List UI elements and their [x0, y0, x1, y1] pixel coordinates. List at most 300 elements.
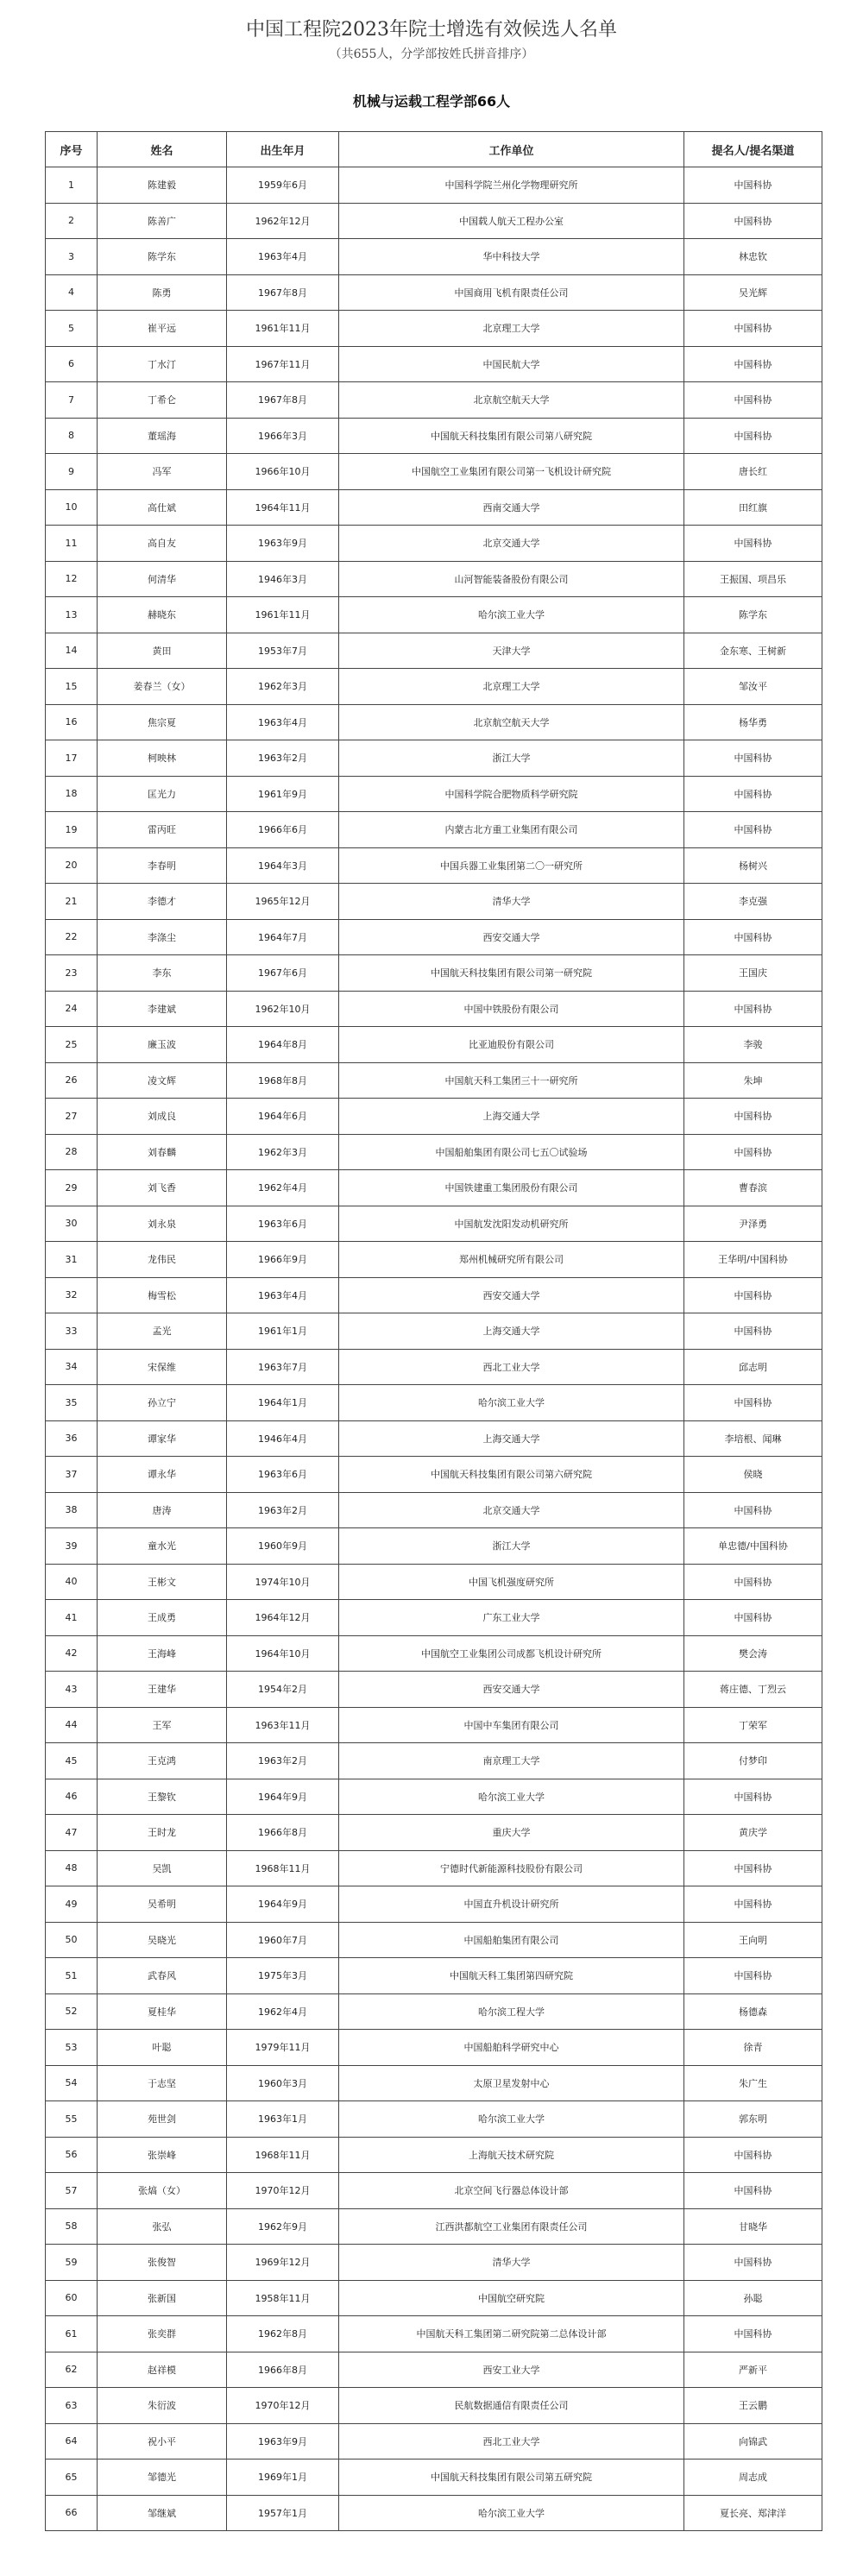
cell-employer: 中国航空工业集团有限公司第一飞机设计研究院	[339, 454, 684, 490]
cell-employer: 太原卫星发射中心	[339, 2065, 684, 2101]
cell-index: 5	[46, 311, 98, 347]
cell-employer: 北京交通大学	[339, 1492, 684, 1528]
cell-nominator: 单忠德/中国科协	[684, 1528, 822, 1565]
cell-index: 58	[46, 2208, 98, 2245]
cell-name: 廉玉波	[98, 1027, 227, 1063]
cell-employer: 中国直升机设计研究所	[339, 1886, 684, 1923]
cell-nominator: 邹汝平	[684, 669, 822, 705]
table-row	[46, 2316, 822, 2352]
cell-employer: 山河智能装备股份有限公司	[339, 561, 684, 597]
cell-name: 梅雪松	[98, 1277, 227, 1313]
cell-birth-date: 1965年12月	[227, 884, 339, 920]
cell-employer: 浙江大学	[339, 1528, 684, 1565]
cell-index: 9	[46, 454, 98, 490]
cell-birth-date: 1969年1月	[227, 2459, 339, 2496]
table-row	[46, 884, 822, 920]
cell-name: 武春风	[98, 1958, 227, 1994]
cell-name: 王军	[98, 1707, 227, 1743]
cell-nominator: 中国科协	[684, 1134, 822, 1170]
cell-birth-date: 1946年3月	[227, 561, 339, 597]
cell-birth-date: 1963年1月	[227, 2101, 339, 2138]
cell-nominator: 甘晓华	[684, 2208, 822, 2245]
cell-index: 41	[46, 1600, 98, 1636]
table-row	[46, 847, 822, 884]
cell-birth-date: 1961年9月	[227, 776, 339, 812]
table-row	[46, 1850, 822, 1886]
section-heading: 机械与运载工程学部66人	[352, 93, 511, 110]
cell-birth-date: 1967年11月	[227, 346, 339, 382]
table-row	[46, 1062, 822, 1099]
cell-nominator: 郭东明	[684, 2101, 822, 2138]
cell-birth-date: 1962年4月	[227, 1993, 339, 2030]
table-row	[46, 1672, 822, 1708]
cell-employer: 北京交通大学	[339, 526, 684, 562]
table-row	[46, 1420, 822, 1457]
cell-birth-date: 1963年6月	[227, 1206, 339, 1242]
cell-index: 14	[46, 633, 98, 669]
cell-name: 陈学东	[98, 239, 227, 275]
cell-nominator: 王华明/中国科协	[684, 1242, 822, 1278]
cell-nominator: 中国科协	[684, 346, 822, 382]
cell-name: 王彬文	[98, 1564, 227, 1600]
cell-name: 吴希明	[98, 1886, 227, 1923]
table-row	[46, 669, 822, 705]
cell-birth-date: 1960年3月	[227, 2065, 339, 2101]
cell-employer: 哈尔滨工业大学	[339, 2495, 684, 2531]
cell-name: 朱衍波	[98, 2388, 227, 2424]
cell-birth-date: 1946年4月	[227, 1420, 339, 1457]
table-row	[46, 274, 822, 311]
cell-birth-date: 1957年1月	[227, 2495, 339, 2531]
cell-index: 62	[46, 2352, 98, 2388]
cell-employer: 哈尔滨工业大学	[339, 1779, 684, 1815]
table-row	[46, 919, 822, 955]
column-header-birth: 出生年月	[227, 132, 339, 167]
cell-nominator: 金东寒、王树新	[684, 633, 822, 669]
cell-nominator: 中国科协	[684, 2245, 822, 2281]
cell-index: 54	[46, 2065, 98, 2101]
cell-name: 高自友	[98, 526, 227, 562]
table-row	[46, 167, 822, 204]
cell-index: 25	[46, 1027, 98, 1063]
table-row	[46, 1242, 822, 1278]
cell-name: 张崇峰	[98, 2137, 227, 2173]
cell-name: 唐涛	[98, 1492, 227, 1528]
cell-index: 28	[46, 1134, 98, 1170]
cell-index: 47	[46, 1815, 98, 1851]
cell-name: 于志坚	[98, 2065, 227, 2101]
cell-employer: 北京理工大学	[339, 311, 684, 347]
cell-name: 刘成良	[98, 1099, 227, 1135]
cell-index: 13	[46, 597, 98, 633]
cell-index: 60	[46, 2280, 98, 2316]
cell-index: 38	[46, 1492, 98, 1528]
cell-birth-date: 1963年11月	[227, 1707, 339, 1743]
table-row	[46, 2423, 822, 2459]
cell-birth-date: 1962年3月	[227, 1134, 339, 1170]
cell-nominator: 黄庆学	[684, 1815, 822, 1851]
cell-nominator: 李骏	[684, 1027, 822, 1063]
cell-employer: 民航数据通信有限责任公司	[339, 2388, 684, 2424]
cell-name: 邹德光	[98, 2459, 227, 2496]
table-row	[46, 1993, 822, 2030]
cell-nominator: 中国科协	[684, 812, 822, 848]
table-row	[46, 776, 822, 812]
table-row	[46, 2173, 822, 2209]
cell-nominator: 中国科协	[684, 311, 822, 347]
table-row	[46, 311, 822, 347]
cell-name: 邹继斌	[98, 2495, 227, 2531]
table-header-row	[46, 132, 822, 167]
cell-nominator: 付梦印	[684, 1743, 822, 1779]
cell-name: 王成勇	[98, 1600, 227, 1636]
cell-index: 56	[46, 2137, 98, 2173]
cell-nominator: 中国科协	[684, 167, 822, 204]
cell-nominator: 中国科协	[684, 1277, 822, 1313]
cell-index: 26	[46, 1062, 98, 1099]
table-row	[46, 2208, 822, 2245]
cell-index: 19	[46, 812, 98, 848]
table-row	[46, 991, 822, 1027]
cell-birth-date: 1958年11月	[227, 2280, 339, 2316]
cell-nominator: 中国科协	[684, 203, 822, 239]
cell-index: 45	[46, 1743, 98, 1779]
cell-name: 叶聪	[98, 2030, 227, 2066]
cell-nominator: 向锦武	[684, 2423, 822, 2459]
cell-birth-date: 1954年2月	[227, 1672, 339, 1708]
cell-employer: 宁德时代新能源科技股份有限公司	[339, 1850, 684, 1886]
cell-birth-date: 1964年6月	[227, 1099, 339, 1135]
cell-name: 陈建毅	[98, 167, 227, 204]
cell-nominator: 中国科协	[684, 2137, 822, 2173]
table-row	[46, 2495, 822, 2531]
table-row	[46, 955, 822, 992]
cell-nominator: 中国科协	[684, 1313, 822, 1350]
cell-name: 王时龙	[98, 1815, 227, 1851]
cell-name: 刘永泉	[98, 1206, 227, 1242]
cell-nominator: 曹春滨	[684, 1170, 822, 1206]
table-row	[46, 1886, 822, 1923]
cell-nominator: 王云鹏	[684, 2388, 822, 2424]
cell-nominator: 丁荣军	[684, 1707, 822, 1743]
cell-nominator: 陈学东	[684, 597, 822, 633]
cell-name: 宋保维	[98, 1349, 227, 1385]
cell-birth-date: 1962年8月	[227, 2316, 339, 2352]
cell-nominator: 中国科协	[684, 2173, 822, 2209]
table-row	[46, 1743, 822, 1779]
cell-index: 49	[46, 1886, 98, 1923]
cell-name: 崔平远	[98, 311, 227, 347]
candidate-table	[45, 131, 822, 2531]
cell-name: 陈勇	[98, 274, 227, 311]
cell-nominator: 樊会涛	[684, 1635, 822, 1672]
table-row	[46, 740, 822, 777]
table-row	[46, 346, 822, 382]
cell-index: 24	[46, 991, 98, 1027]
cell-name: 丁希仑	[98, 382, 227, 419]
cell-index: 12	[46, 561, 98, 597]
cell-employer: 清华大学	[339, 884, 684, 920]
cell-nominator: 中国科协	[684, 1099, 822, 1135]
cell-birth-date: 1959年6月	[227, 167, 339, 204]
cell-name: 王建华	[98, 1672, 227, 1708]
cell-name: 何清华	[98, 561, 227, 597]
cell-employer: 中国船舶科学研究中心	[339, 2030, 684, 2066]
cell-name: 李建斌	[98, 991, 227, 1027]
cell-nominator: 王向明	[684, 1922, 822, 1958]
table-row	[46, 1170, 822, 1206]
cell-index: 63	[46, 2388, 98, 2424]
cell-birth-date: 1963年4月	[227, 704, 339, 740]
cell-name: 李春明	[98, 847, 227, 884]
cell-name: 赵祥模	[98, 2352, 227, 2388]
cell-index: 11	[46, 526, 98, 562]
column-header-nominator: 提名人/提名渠道	[684, 132, 822, 167]
cell-birth-date: 1963年2月	[227, 1492, 339, 1528]
cell-nominator: 严新平	[684, 2352, 822, 2388]
cell-birth-date: 1964年9月	[227, 1779, 339, 1815]
cell-index: 3	[46, 239, 98, 275]
cell-birth-date: 1963年4月	[227, 1277, 339, 1313]
table-row	[46, 1815, 822, 1851]
cell-name: 陈善广	[98, 203, 227, 239]
cell-name: 匡光力	[98, 776, 227, 812]
cell-index: 51	[46, 1958, 98, 1994]
cell-index: 65	[46, 2459, 98, 2496]
document-subtitle: （共655人，分学部按姓氏拼音排序）	[329, 47, 534, 61]
cell-birth-date: 1964年8月	[227, 1027, 339, 1063]
cell-employer: 天津大学	[339, 633, 684, 669]
cell-employer: 中国商用飞机有限责任公司	[339, 274, 684, 311]
cell-employer: 上海交通大学	[339, 1313, 684, 1350]
cell-birth-date: 1960年9月	[227, 1528, 339, 1565]
cell-employer: 中国航空工业集团公司成都飞机设计研究所	[339, 1635, 684, 1672]
cell-index: 44	[46, 1707, 98, 1743]
cell-nominator: 中国科协	[684, 1886, 822, 1923]
cell-name: 李德才	[98, 884, 227, 920]
cell-employer: 哈尔滨工程大学	[339, 1993, 684, 2030]
cell-birth-date: 1969年12月	[227, 2245, 339, 2281]
cell-employer: 北京理工大学	[339, 669, 684, 705]
cell-index: 1	[46, 167, 98, 204]
cell-employer: 上海交通大学	[339, 1099, 684, 1135]
cell-index: 22	[46, 919, 98, 955]
cell-birth-date: 1967年8月	[227, 382, 339, 419]
cell-employer: 西安交通大学	[339, 1672, 684, 1708]
cell-employer: 中国科学院合肥物质科学研究院	[339, 776, 684, 812]
cell-employer: 中国铁建重工集团股份有限公司	[339, 1170, 684, 1206]
cell-birth-date: 1967年8月	[227, 274, 339, 311]
cell-employer: 华中科技大学	[339, 239, 684, 275]
cell-name: 凌文辉	[98, 1062, 227, 1099]
cell-employer: 内蒙古北方重工业集团有限公司	[339, 812, 684, 848]
cell-index: 48	[46, 1850, 98, 1886]
table-row	[46, 2388, 822, 2424]
cell-birth-date: 1962年4月	[227, 1170, 339, 1206]
table-row	[46, 1922, 822, 1958]
cell-nominator: 中国科协	[684, 1564, 822, 1600]
cell-index: 53	[46, 2030, 98, 2066]
cell-employer: 中国船舶集团有限公司七五〇试验场	[339, 1134, 684, 1170]
cell-index: 31	[46, 1242, 98, 1278]
cell-nominator: 中国科协	[684, 740, 822, 777]
table-row	[46, 1385, 822, 1421]
cell-birth-date: 1979年11月	[227, 2030, 339, 2066]
cell-nominator: 中国科协	[684, 382, 822, 419]
cell-name: 丁水汀	[98, 346, 227, 382]
table-row	[46, 1099, 822, 1135]
cell-index: 36	[46, 1420, 98, 1457]
table-row	[46, 1779, 822, 1815]
cell-index: 64	[46, 2423, 98, 2459]
cell-nominator: 中国科协	[684, 991, 822, 1027]
cell-index: 17	[46, 740, 98, 777]
cell-name: 王黎钦	[98, 1779, 227, 1815]
table-row	[46, 704, 822, 740]
cell-birth-date: 1968年11月	[227, 1850, 339, 1886]
cell-employer: 郑州机械研究所有限公司	[339, 1242, 684, 1278]
cell-nominator: 邱志明	[684, 1349, 822, 1385]
cell-birth-date: 1968年11月	[227, 2137, 339, 2173]
cell-nominator: 林忠钦	[684, 239, 822, 275]
cell-name: 王海峰	[98, 1635, 227, 1672]
cell-nominator: 中国科协	[684, 418, 822, 454]
cell-index: 30	[46, 1206, 98, 1242]
cell-employer: 哈尔滨工业大学	[339, 1385, 684, 1421]
cell-birth-date: 1966年8月	[227, 2352, 339, 2388]
cell-employer: 清华大学	[339, 2245, 684, 2281]
cell-index: 15	[46, 669, 98, 705]
cell-name: 高仕斌	[98, 489, 227, 526]
cell-index: 43	[46, 1672, 98, 1708]
cell-nominator: 李培根、闻琳	[684, 1420, 822, 1457]
cell-nominator: 中国科协	[684, 919, 822, 955]
cell-nominator: 李克强	[684, 884, 822, 920]
table-row	[46, 2245, 822, 2281]
cell-employer: 哈尔滨工业大学	[339, 597, 684, 633]
table-row	[46, 1277, 822, 1313]
cell-birth-date: 1964年11月	[227, 489, 339, 526]
table-row	[46, 2065, 822, 2101]
cell-employer: 中国航天科工集团第四研究院	[339, 1958, 684, 1994]
cell-index: 21	[46, 884, 98, 920]
cell-index: 52	[46, 1993, 98, 2030]
cell-birth-date: 1963年2月	[227, 740, 339, 777]
cell-index: 57	[46, 2173, 98, 2209]
cell-employer: 北京航空航天大学	[339, 382, 684, 419]
cell-nominator: 徐青	[684, 2030, 822, 2066]
cell-birth-date: 1975年3月	[227, 1958, 339, 1994]
cell-index: 8	[46, 418, 98, 454]
cell-nominator: 中国科协	[684, 1385, 822, 1421]
cell-employer: 西北工业大学	[339, 2423, 684, 2459]
table-row	[46, 1134, 822, 1170]
cell-birth-date: 1964年7月	[227, 919, 339, 955]
table-row	[46, 1206, 822, 1242]
table-row	[46, 1958, 822, 1994]
cell-birth-date: 1966年3月	[227, 418, 339, 454]
cell-nominator: 周志成	[684, 2459, 822, 2496]
cell-employer: 中国中车集团有限公司	[339, 1707, 684, 1743]
table-row	[46, 418, 822, 454]
cell-nominator: 孙聪	[684, 2280, 822, 2316]
table-row	[46, 2137, 822, 2173]
cell-name: 冯军	[98, 454, 227, 490]
cell-index: 18	[46, 776, 98, 812]
cell-birth-date: 1964年10月	[227, 1635, 339, 1672]
cell-name: 谭家华	[98, 1420, 227, 1457]
cell-birth-date: 1970年12月	[227, 2173, 339, 2209]
cell-index: 40	[46, 1564, 98, 1600]
column-header-index: 序号	[46, 132, 98, 167]
cell-birth-date: 1966年10月	[227, 454, 339, 490]
cell-name: 王克鸿	[98, 1743, 227, 1779]
cell-index: 6	[46, 346, 98, 382]
cell-name: 刘飞香	[98, 1170, 227, 1206]
cell-name: 李涤尘	[98, 919, 227, 955]
cell-index: 4	[46, 274, 98, 311]
cell-nominator: 夏长亮、郑津洋	[684, 2495, 822, 2531]
cell-nominator: 朱坤	[684, 1062, 822, 1099]
cell-employer: 中国航天科技集团有限公司第八研究院	[339, 418, 684, 454]
cell-name: 姜春兰（女）	[98, 669, 227, 705]
cell-employer: 南京理工大学	[339, 1743, 684, 1779]
cell-birth-date: 1967年6月	[227, 955, 339, 992]
cell-employer: 浙江大学	[339, 740, 684, 777]
table-row	[46, 1457, 822, 1493]
cell-name: 焦宗夏	[98, 704, 227, 740]
cell-index: 16	[46, 704, 98, 740]
cell-birth-date: 1966年8月	[227, 1815, 339, 1851]
cell-employer: 广东工业大学	[339, 1600, 684, 1636]
table-row	[46, 1027, 822, 1063]
table-row	[46, 203, 822, 239]
cell-birth-date: 1963年6月	[227, 1457, 339, 1493]
table-row	[46, 1528, 822, 1565]
cell-name: 李东	[98, 955, 227, 992]
cell-birth-date: 1964年3月	[227, 847, 339, 884]
cell-employer: 中国航发沈阳发动机研究所	[339, 1206, 684, 1242]
cell-index: 50	[46, 1922, 98, 1958]
table-row	[46, 2352, 822, 2388]
cell-employer: 江西洪都航空工业集团有限责任公司	[339, 2208, 684, 2245]
table-row	[46, 2459, 822, 2496]
cell-employer: 西安交通大学	[339, 919, 684, 955]
table-row	[46, 561, 822, 597]
cell-index: 23	[46, 955, 98, 992]
cell-employer: 重庆大学	[339, 1815, 684, 1851]
cell-employer: 北京空间飞行器总体设计部	[339, 2173, 684, 2209]
cell-birth-date: 1970年12月	[227, 2388, 339, 2424]
cell-employer: 中国航天科工集团三十一研究所	[339, 1062, 684, 1099]
table-row	[46, 239, 822, 275]
table-row	[46, 1600, 822, 1636]
cell-nominator: 中国科协	[684, 1600, 822, 1636]
cell-birth-date: 1963年4月	[227, 239, 339, 275]
cell-employer: 哈尔滨工业大学	[339, 2101, 684, 2138]
cell-index: 20	[46, 847, 98, 884]
column-header-employer: 工作单位	[339, 132, 684, 167]
cell-employer: 中国航空研究院	[339, 2280, 684, 2316]
cell-nominator: 唐长红	[684, 454, 822, 490]
cell-birth-date: 1961年1月	[227, 1313, 339, 1350]
cell-name: 吴凯	[98, 1850, 227, 1886]
cell-nominator: 侯晓	[684, 1457, 822, 1493]
cell-name: 雷丙旺	[98, 812, 227, 848]
cell-nominator: 蒋庄德、丁烈云	[684, 1672, 822, 1708]
table-row	[46, 489, 822, 526]
cell-nominator: 吴光辉	[684, 274, 822, 311]
